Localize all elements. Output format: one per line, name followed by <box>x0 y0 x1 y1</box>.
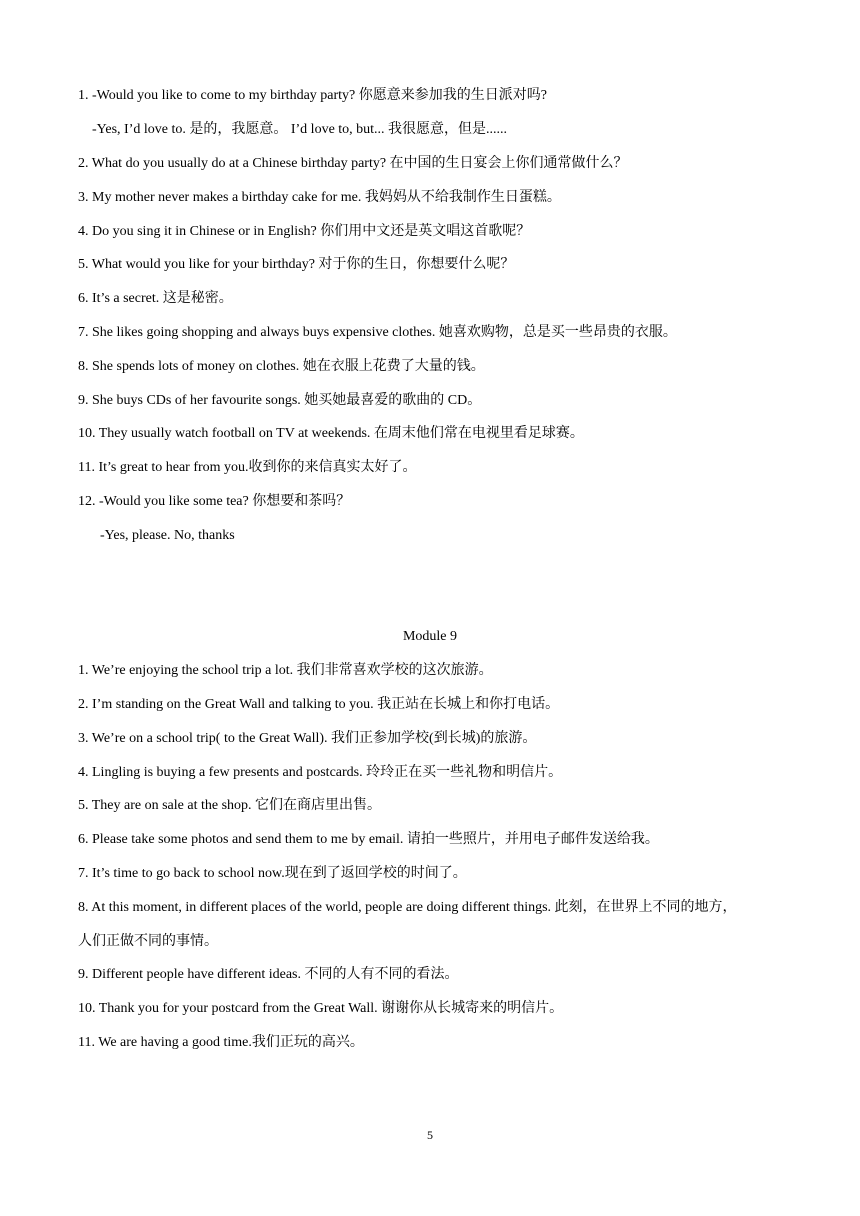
sentence-line: -Yes, please. No, thanks <box>100 528 235 543</box>
sentence-line: 6. Please take some photos and send them to me by email. 请拍一些照片，并用电子邮件发送给我。 <box>78 832 659 847</box>
sentence-line: 1. -Would you like to come to my birthday party? 你愿意来参加我的生日派对吗? <box>78 88 547 103</box>
sentence-line: 11. It’s great to hear from you.收到你的来信真实太好了。 <box>78 460 417 475</box>
module-heading: Module 9 <box>402 629 458 644</box>
sentence-line: 2. I’m standing on the Great Wall and talking to you. 我正站在长城上和你打电话。 <box>78 697 560 712</box>
sentence-line: 5. They are on sale at the shop. 它们在商店里出售。 <box>78 798 382 813</box>
sentence-line: 9. She buys CDs of her favourite songs. 她买她最喜爱的歌曲的 CD。 <box>78 393 482 408</box>
sentence-line: 6. It’s a secret. 这是秘密。 <box>78 291 233 306</box>
sentence-line: 4. Lingling is buying a few presents and postcards. 玲玲正在买一些礼物和明信片。 <box>78 765 563 780</box>
sentence-line: 9. Different people have different ideas. 不同的人有不同的看法。 <box>78 967 459 982</box>
sentence-line: 10. Thank you for your postcard from the Great Wall. 谢谢你从长城寄来的明信片。 <box>78 1001 564 1016</box>
sentence-line: 7. It’s time to go back to school now.现在到了返回学校的时间了。 <box>78 866 467 881</box>
sentence-line: 3. My mother never makes a birthday cake for me. 我妈妈从不给我制作生日蛋糕。 <box>78 190 561 205</box>
page-number: 5 <box>427 1128 433 1142</box>
sentence-line: -Yes, I’d love to. 是的，我愿意。 I’d love to, but... 我很愿意，但是...... <box>92 122 508 137</box>
sentence-line: 3. We’re on a school trip( to the Great Wall). 我们正参加学校(到长城)的旅游。 <box>78 731 537 746</box>
sentence-line: 11. We are having a good time.我们正玩的高兴。 <box>78 1035 364 1050</box>
sentence-line: 10. They usually watch football on TV at weekends. 在周末他们常在电视里看足球赛。 <box>78 426 584 441</box>
sentence-line: 1. We’re enjoying the school trip a lot. 我们非常喜欢学校的这次旅游。 <box>78 663 493 678</box>
sentence-line: 4. Do you sing it in Chinese or in English? 你们用中文还是英文唱这首歌呢？ <box>78 224 531 239</box>
sentence-line: 8. At this moment, in different places of the world, people are doing different things. 此刻，在世界上不同的地方， <box>78 900 737 915</box>
sentence-line: 7. She likes going shopping and always buys expensive clothes. 她喜欢购物，总是买一些昂贵的衣服。 <box>78 325 677 340</box>
sentence-line: 12. -Would you like some tea? 你想要和茶吗？ <box>78 494 351 509</box>
sentence-line: 5. What would you like for your birthday? 对于你的生日，你想要什么呢？ <box>78 257 515 272</box>
sentence-line: 2. What do you usually do at a Chinese birthday party? 在中国的生日宴会上你们通常做什么？ <box>78 156 628 171</box>
sentence-line-continuation: 人们正做不同的事情。 <box>78 934 218 949</box>
sentence-line: 8. She spends lots of money on clothes. 她在衣服上花费了大量的钱。 <box>78 359 485 374</box>
